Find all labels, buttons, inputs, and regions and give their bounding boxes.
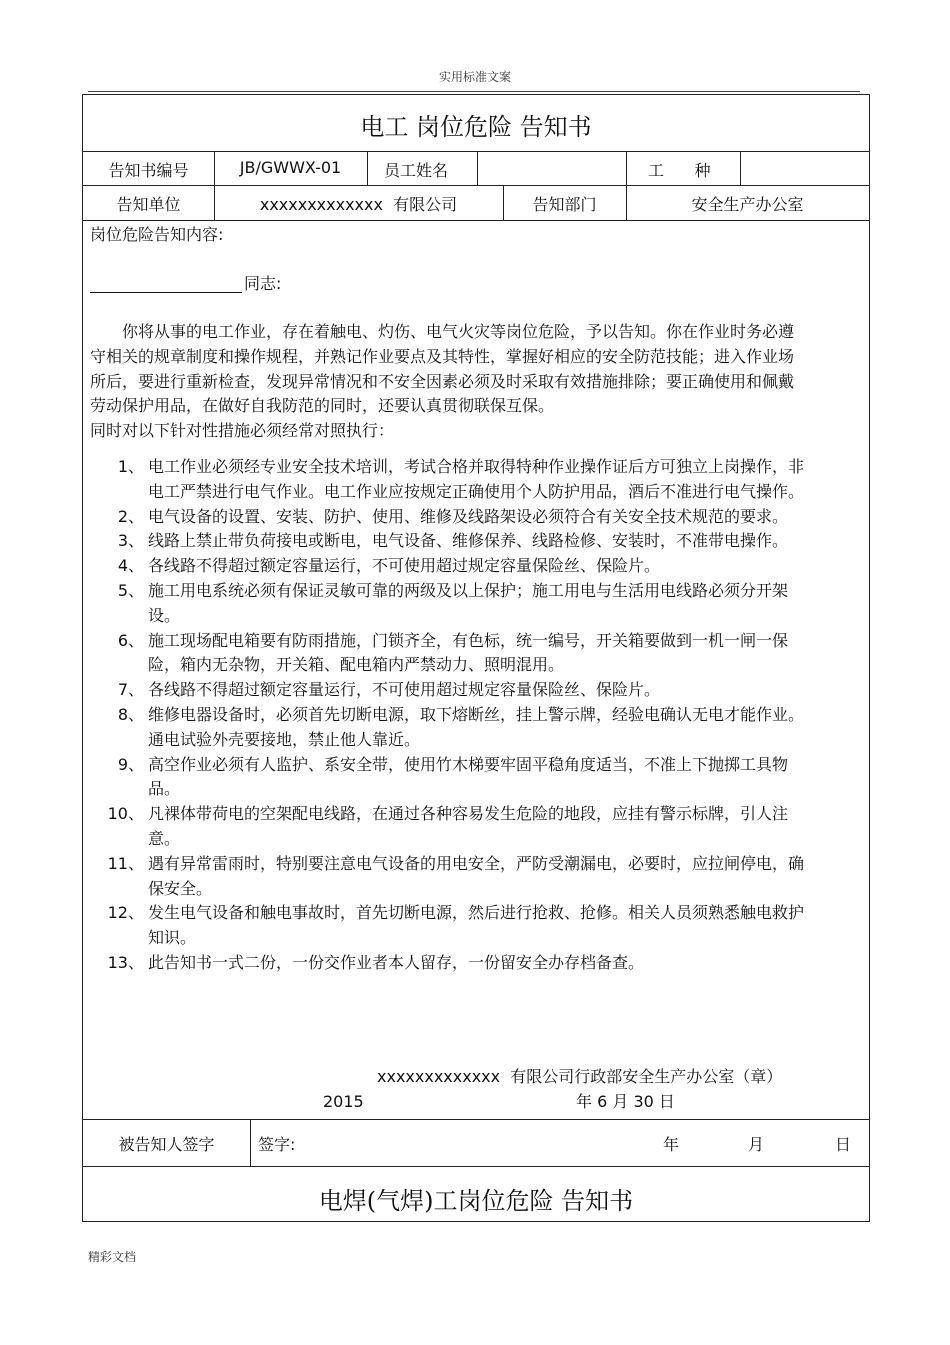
list-item: [90, 852, 810, 902]
page-header: 实用标准文案: [438, 70, 511, 84]
label-issuing-unit: 告知单位: [116, 195, 181, 214]
intro-paragraph: 你将从事的电工作业，存在着触电、灼伤、电气火灾等岗位危险，予以告知。你在作业时务必遵守相关的规章制度和操作规程，并熟记作业要点及其特性，掌握好相应的安全防范技能；进入作业场所后，要进行重新检查，发现异常情况和不安全因素必须及时采取有效措施排除；要正确使用和佩戴劳动保护用品，在做好自我防范的同时，还要认真贯彻联保互保。: [90, 322, 795, 416]
list-item: [90, 678, 810, 703]
item-text: 遇有异常雷雨时，特别要注意电气设备的用电安全，严防受潮漏电，必要时，应拉闸停电，确保安全。: [148, 853, 805, 898]
label-employee-name: 员工姓名: [384, 161, 449, 180]
label-notice-number: 告知书编号: [108, 161, 189, 180]
list-item: [90, 802, 810, 852]
list-item: [90, 554, 810, 579]
item-text: 发生电气设备和触电事故时，首先切断电源，然后进行抢救、抢修。相关人员须熟悉触电救护知识。: [148, 903, 805, 948]
item-text: 凡裸体带荷电的空架配电线路，在通过各种容易发生危险的地段，应挂有警示标牌，引人注意。: [148, 804, 789, 848]
item-number: 5、: [117, 580, 144, 600]
next-form-title: 电焊(气焊)工岗位危险 告知书: [318, 1187, 634, 1215]
label-job-type: 工 种: [648, 161, 711, 180]
item-number: 10、: [107, 804, 144, 824]
item-number: 8、: [117, 704, 144, 724]
list-item: [90, 455, 810, 505]
divider: [367, 151, 368, 185]
date-month-day: 年 6 月 30 日: [576, 1092, 675, 1111]
page-footer: 精彩文档: [88, 1250, 137, 1264]
item-text: 施工用电系统必须有保证灵敏可靠的两级及以上保护；施工用电与生活用电线路必须分开架设。: [148, 580, 789, 625]
item-text: 高空作业必须有人监护、系安全带，使用竹木梯要牢固平稳角度适当，不准上下抛掷工具物品。: [148, 754, 789, 799]
item-number: 9、: [117, 754, 144, 774]
label-signee: 被告知人签字: [118, 1135, 215, 1154]
content-label: 岗位危险告知内容:: [90, 225, 224, 244]
item-number: 7、: [117, 680, 144, 700]
item-text: 电工作业必须经专业安全技术培训，考试合格并取得特种作业操作证后方可独立上岗操作，非电工严禁进行电气作业。电工作业应按规定正确使用个人防护用品，酒后不准进行电气操作。: [148, 457, 805, 501]
list-item: [90, 703, 810, 753]
item-text: 此告知书一式二份，一份交作业者本人留存，一份留安全办存档备查。: [148, 952, 645, 972]
item-number: 12、: [107, 903, 144, 923]
salutation: 同志:: [244, 274, 282, 293]
issuer-line: xxxxxxxxxxxxx 有限公司行政部安全生产办公室（章）: [377, 1067, 783, 1086]
name-blank-line: [90, 291, 242, 293]
item-number: 6、: [117, 630, 144, 650]
item-text: 各线路不得超过额定容量运行，不可使用超过规定容量保险丝、保险片。: [148, 556, 661, 576]
divider: [83, 1119, 869, 1120]
divider: [626, 151, 627, 185]
date-year: 2015: [323, 1092, 364, 1111]
item-number: 4、: [117, 556, 144, 576]
divider: [83, 1166, 869, 1167]
item-text: 各线路不得超过额定容量运行，不可使用超过规定容量保险丝、保险片。: [148, 680, 661, 700]
form-title: 电工 岗位危险 告知书: [360, 113, 592, 141]
item-number: 11、: [107, 853, 144, 873]
issuing-unit-value: xxxxxxxxxxxxx 有限公司: [259, 195, 458, 214]
list-item: [90, 753, 810, 803]
sign-month: 月: [748, 1135, 765, 1154]
list-item: [90, 529, 810, 554]
item-number: 1、: [117, 457, 144, 476]
sign-day: 日: [835, 1135, 852, 1154]
divider: [250, 1119, 251, 1166]
intro-line-2: 同时对以下针对性措施必须经常对照执行：: [90, 421, 395, 440]
divider: [83, 185, 869, 186]
item-text: 维修电器设备时，必须首先切断电源，取下熔断丝，挂上警示牌，经验电确认无电才能作业。通电试验外壳要接地，禁止他人靠近。: [148, 704, 805, 749]
notice-form: [82, 94, 870, 1222]
signature-field[interactable]: 签字:: [258, 1135, 296, 1154]
list-item: [90, 901, 810, 951]
notice-number-value: JB/GWWX-01: [239, 158, 342, 177]
issuing-dept-value: 安全生产办公室: [691, 195, 804, 214]
sign-year: 年: [663, 1135, 680, 1154]
item-number: 3、: [117, 531, 144, 551]
label-issuing-dept: 告知部门: [532, 195, 597, 214]
list-item: [90, 579, 810, 629]
item-number: 2、: [117, 506, 144, 526]
header-divider: [88, 91, 860, 92]
list-item: [90, 629, 810, 679]
divider: [83, 151, 869, 152]
list-item: [90, 951, 810, 976]
divider: [477, 151, 478, 185]
divider: [83, 220, 869, 221]
divider: [740, 151, 741, 185]
item-number: 13、: [107, 952, 144, 972]
list-item: [90, 505, 810, 530]
item-text: 线路上禁止带负荷接电或断电，电气设备、维修保养、线路检修、安装时，不准带电操作。: [148, 531, 789, 551]
item-text: 施工现场配电箱要有防雨措施，门锁齐全，有色标，统一编号，开关箱要做到一机一闸一保险，箱内无杂物，开关箱、配电箱内严禁动力、照明混用。: [148, 630, 789, 675]
item-text: 电气设备的设置、安装、防护、使用、维修及线路架设必须符合有关安全技术规范的要求。: [148, 506, 789, 526]
measures-list: [90, 455, 810, 976]
